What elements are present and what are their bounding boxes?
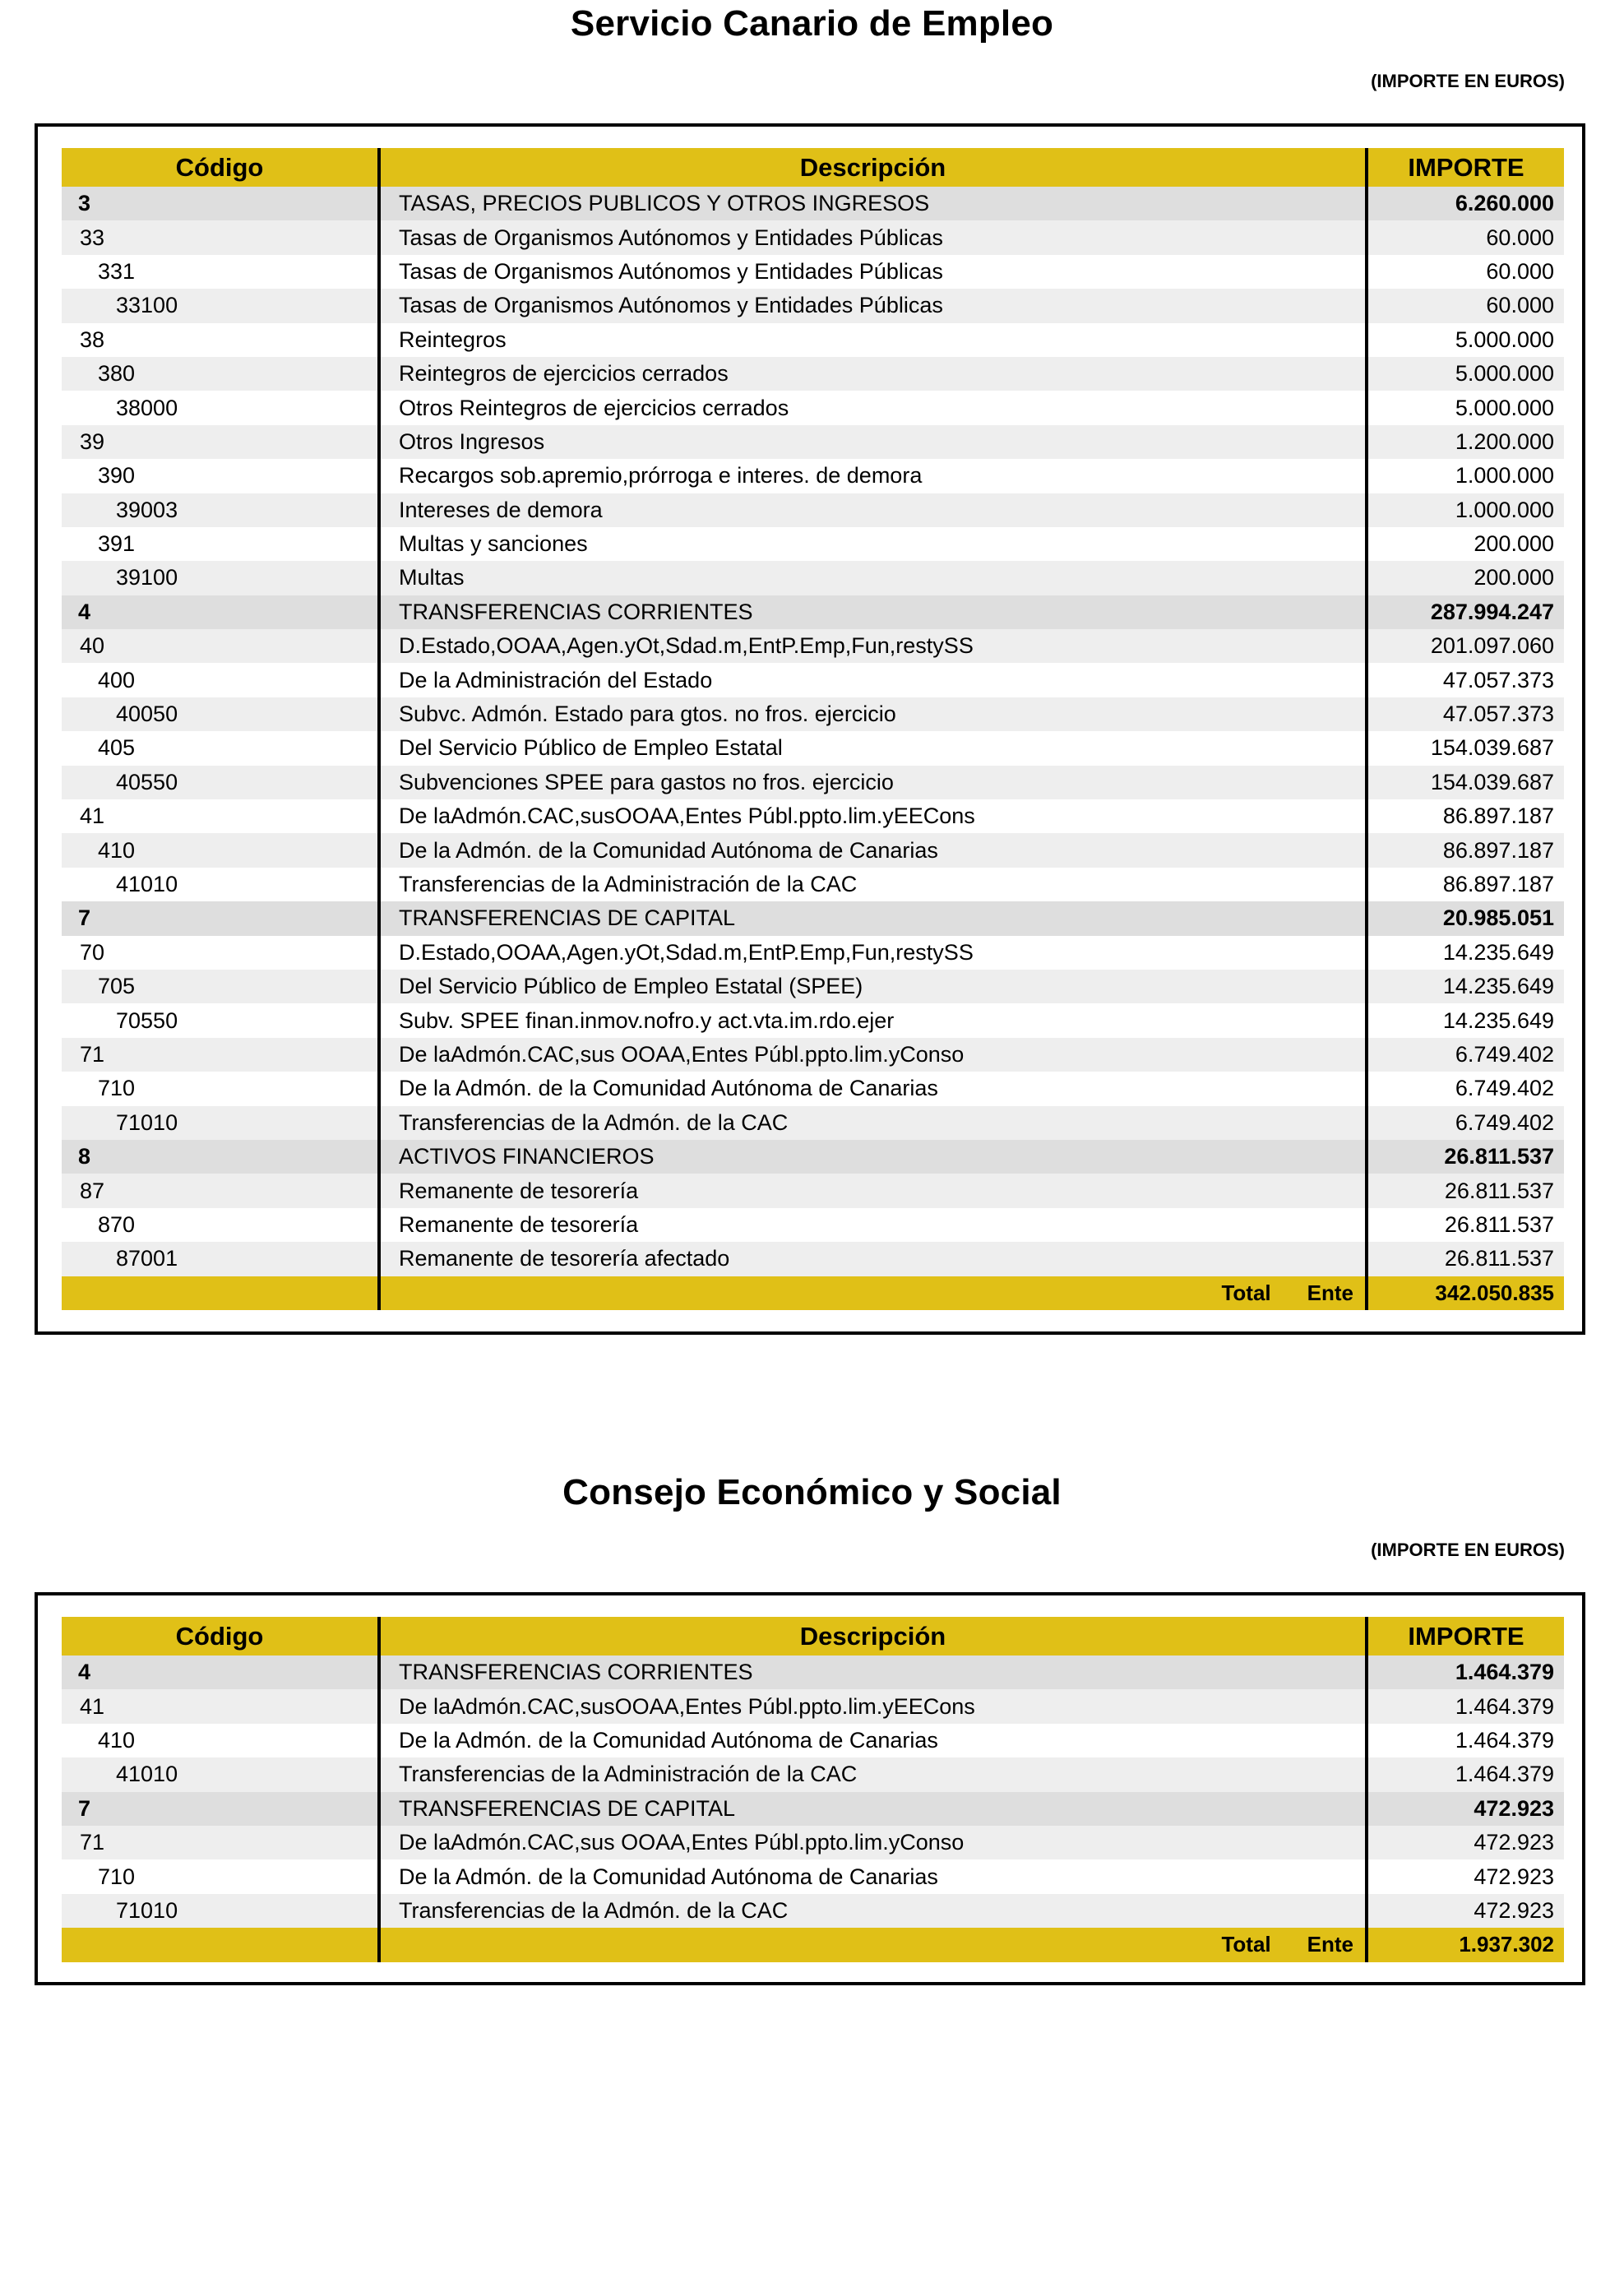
table-row [62, 731, 1564, 765]
row-description [377, 561, 1365, 595]
row-importe: 200.000 [1365, 527, 1564, 561]
table-header-row [62, 1617, 1564, 1656]
row-importe: 26.811.537 [1365, 1208, 1564, 1242]
row-code [62, 391, 377, 424]
row-importe: 472.923 [1365, 1859, 1564, 1893]
row-importe: 1.000.000 [1365, 493, 1564, 527]
row-code-text: 71 [80, 1041, 105, 1067]
row-description-text: TRANSFERENCIAS CORRIENTES [399, 1660, 753, 1685]
row-description-text: Transferencias de la Administración de la CAC [399, 872, 858, 896]
row-code-text: 71 [80, 1830, 105, 1855]
header-importe: IMPORTE [1365, 148, 1564, 187]
row-importe: 26.811.537 [1365, 1174, 1564, 1207]
row-code [62, 323, 377, 357]
row-code [62, 1003, 377, 1037]
unit-label: (IMPORTE EN EUROS) [1371, 71, 1565, 91]
row-code [62, 1689, 377, 1723]
row-importe: 5.000.000 [1365, 323, 1564, 357]
row-importe: 26.811.537 [1365, 1242, 1564, 1276]
total-label-ente: Ente [1307, 1280, 1353, 1305]
row-importe: 14.235.649 [1365, 936, 1564, 970]
row-description [377, 391, 1365, 424]
row-importe: 472.923 [1365, 1792, 1564, 1826]
row-description-text: D.Estado,OOAA,Agen.yOt,Sdad.m,EntP.Emp,Fun,restySS [399, 633, 974, 659]
row-importe: 6.749.402 [1365, 1038, 1564, 1072]
row-code [62, 901, 377, 935]
row-description-text: De la Admón. de la Comunidad Autónoma de Canarias [399, 1076, 938, 1101]
row-description [377, 901, 1365, 935]
row-description [377, 425, 1365, 459]
row-code [62, 1757, 377, 1791]
table-body [62, 187, 1564, 1276]
row-code [62, 1072, 377, 1105]
row-description [377, 1689, 1365, 1723]
row-code [62, 220, 377, 254]
table-row [62, 766, 1564, 799]
row-code [62, 731, 377, 765]
row-description [377, 833, 1365, 867]
table-row [62, 663, 1564, 697]
header-description: Descripción [377, 148, 1365, 187]
row-description-text: TRANSFERENCIAS CORRIENTES [399, 599, 753, 624]
unit-label: (IMPORTE EN EUROS) [1371, 1540, 1565, 1560]
row-code [62, 1826, 377, 1859]
section-title: Servicio Canario de Empleo [570, 3, 1054, 44]
table-row [62, 493, 1564, 527]
table-row [62, 1038, 1564, 1072]
row-description [377, 493, 1365, 527]
table-row [62, 1689, 1564, 1723]
row-description [377, 357, 1365, 391]
total-row [62, 1276, 1564, 1310]
row-description-text: De laAdmón.CAC,susOOAA,Entes Públ.ppto.lim.yEECons [399, 803, 975, 829]
table-frame [35, 1592, 1585, 1985]
header-code: Código [175, 152, 264, 182]
row-description [377, 255, 1365, 289]
row-code-text: 4 [78, 599, 91, 624]
row-description [377, 936, 1365, 970]
row-description-text: Reintegros [399, 326, 507, 352]
budget-table [62, 1617, 1564, 1962]
row-description-text: De laAdmón.CAC,sus OOAA,Entes Públ.ppto.lim.yConso [399, 1041, 965, 1067]
total-value: 342.050.835 [1365, 1276, 1564, 1310]
row-code-text: 33 [80, 225, 105, 250]
row-code-text: 380 [98, 361, 136, 387]
table-row [62, 936, 1564, 970]
row-code-text: 7 [78, 1795, 91, 1821]
table-row [62, 629, 1564, 663]
row-code [62, 561, 377, 595]
table-row [62, 833, 1564, 867]
total-label-total: Total [1221, 1280, 1271, 1305]
row-description-text: Transferencias de la Admón. de la CAC [399, 1109, 789, 1135]
row-description [377, 1140, 1365, 1174]
row-code [62, 1174, 377, 1207]
row-importe: 60.000 [1365, 289, 1564, 322]
row-importe: 86.897.187 [1365, 833, 1564, 867]
table-row [62, 1792, 1564, 1826]
row-code [62, 289, 377, 322]
table-row [62, 1724, 1564, 1757]
row-importe: 26.811.537 [1365, 1140, 1564, 1174]
row-code [62, 1106, 377, 1140]
row-description [377, 289, 1365, 322]
row-description-text: De la Admón. de la Comunidad Autónoma de Canarias [399, 1727, 938, 1753]
table-row [62, 1072, 1564, 1105]
row-description [377, 629, 1365, 663]
row-code-text: 870 [98, 1211, 136, 1237]
row-description [377, 766, 1365, 799]
row-description [377, 1757, 1365, 1791]
row-description-text: De laAdmón.CAC,sus OOAA,Entes Públ.ppto.lim.yConso [399, 1830, 965, 1855]
row-description [377, 323, 1365, 357]
row-code [62, 936, 377, 970]
row-importe: 60.000 [1365, 220, 1564, 254]
row-code [62, 357, 377, 391]
row-importe: 5.000.000 [1365, 391, 1564, 424]
row-description [377, 1859, 1365, 1893]
row-description-text: Intereses de demora [399, 497, 603, 522]
row-description [377, 970, 1365, 1003]
row-code-text: 405 [98, 735, 136, 761]
row-code-text: 331 [98, 258, 136, 284]
row-code-text: 400 [98, 667, 136, 692]
row-code-text: 40 [80, 633, 105, 659]
row-importe: 1.464.379 [1365, 1757, 1564, 1791]
table-row [62, 459, 1564, 493]
row-code-text: 40050 [116, 702, 178, 727]
row-description-text: De la Administración del Estado [399, 667, 713, 692]
row-importe: 14.235.649 [1365, 970, 1564, 1003]
header-code: Código [175, 1621, 264, 1651]
row-importe: 5.000.000 [1365, 357, 1564, 391]
table-row [62, 323, 1564, 357]
row-code-text: 4 [78, 1660, 91, 1685]
row-code [62, 970, 377, 1003]
row-description [377, 1656, 1365, 1689]
row-code-text: 39003 [116, 497, 178, 522]
row-importe: 60.000 [1365, 255, 1564, 289]
table-row [62, 289, 1564, 322]
row-code [62, 1038, 377, 1072]
row-code [62, 1242, 377, 1276]
row-description-text: Tasas de Organismos Autónomos y Entidades Públicas [399, 293, 943, 318]
row-code-text: 41 [80, 1693, 105, 1719]
table-row [62, 527, 1564, 561]
row-code-text: 71010 [116, 1897, 178, 1923]
row-code-text: 710 [98, 1864, 136, 1889]
row-description [377, 1826, 1365, 1859]
row-code-text: 410 [98, 1727, 136, 1753]
row-code-text: 87001 [116, 1246, 178, 1271]
row-code-text: 33100 [116, 293, 178, 318]
row-description-text: D.Estado,OOAA,Agen.yOt,Sdad.m,EntP.Emp,Fun,restySS [399, 939, 974, 965]
row-description [377, 1106, 1365, 1140]
row-code-text: 38000 [116, 395, 178, 420]
row-importe: 1.464.379 [1365, 1689, 1564, 1723]
row-importe: 472.923 [1365, 1894, 1564, 1928]
row-description-text: Multas y sanciones [399, 531, 588, 557]
row-code-text: 7 [78, 905, 91, 931]
table-row [62, 220, 1564, 254]
table-row [62, 1242, 1564, 1276]
row-description-text: Remanente de tesorería [399, 1178, 639, 1203]
row-code [62, 766, 377, 799]
row-importe: 1.200.000 [1365, 425, 1564, 459]
row-description-text: Del Servicio Público de Empleo Estatal (SPEE) [399, 974, 863, 999]
row-code [62, 527, 377, 561]
row-code [62, 1894, 377, 1928]
row-code-text: 87 [80, 1178, 105, 1203]
row-description-text: ACTIVOS FINANCIEROS [399, 1144, 655, 1169]
row-code-text: 710 [98, 1076, 136, 1101]
table-row [62, 187, 1564, 220]
row-code [62, 595, 377, 629]
row-code-text: 410 [98, 837, 136, 863]
row-description [377, 595, 1365, 629]
row-description [377, 459, 1365, 493]
row-code [62, 868, 377, 901]
row-code [62, 1656, 377, 1689]
row-description-text: Subvc. Admón. Estado para gtos. no fros. ejercicio [399, 702, 896, 727]
row-code-text: 38 [80, 326, 105, 352]
table-row [62, 1859, 1564, 1893]
row-code [62, 1859, 377, 1893]
row-importe: 20.985.051 [1365, 901, 1564, 935]
row-code-text: 390 [98, 463, 136, 489]
table-row [62, 868, 1564, 901]
row-code-text: 3 [78, 191, 91, 216]
row-importe: 154.039.687 [1365, 766, 1564, 799]
row-description-text: Remanente de tesorería afectado [399, 1246, 730, 1271]
table-row [62, 1174, 1564, 1207]
total-code-cell [62, 1276, 377, 1310]
total-label [377, 1928, 1365, 1961]
row-code-text: 70 [80, 939, 105, 965]
table-row [62, 1656, 1564, 1689]
row-importe: 1.000.000 [1365, 459, 1564, 493]
total-value: 1.937.302 [1365, 1928, 1564, 1961]
row-description-text: Otros Reintegros de ejercicios cerrados [399, 395, 789, 420]
row-description-text: Transferencias de la Administración de la CAC [399, 1762, 858, 1787]
table-row [62, 1894, 1564, 1928]
row-description [377, 1174, 1365, 1207]
section-title: Consejo Económico y Social [562, 1472, 1062, 1512]
row-importe: 472.923 [1365, 1826, 1564, 1859]
row-code [62, 663, 377, 697]
row-description-text: Reintegros de ejercicios cerrados [399, 361, 729, 387]
row-code [62, 255, 377, 289]
row-code [62, 459, 377, 493]
total-row [62, 1928, 1564, 1961]
table-frame [35, 123, 1585, 1335]
row-description-text: TRANSFERENCIAS DE CAPITAL [399, 1795, 736, 1821]
row-code-text: 40550 [116, 769, 178, 794]
row-description-text: TASAS, PRECIOS PUBLICOS Y OTROS INGRESOS [399, 191, 930, 216]
total-label [377, 1276, 1365, 1310]
total-code-cell [62, 1928, 377, 1961]
row-code-text: 41010 [116, 1762, 178, 1787]
row-description-text: TRANSFERENCIAS DE CAPITAL [399, 905, 736, 931]
table-row [62, 391, 1564, 424]
row-importe: 6.749.402 [1365, 1072, 1564, 1105]
row-description [377, 1208, 1365, 1242]
row-description [377, 1894, 1365, 1928]
row-code-text: 39 [80, 428, 105, 454]
row-code [62, 493, 377, 527]
row-description-text: De la Admón. de la Comunidad Autónoma de Canarias [399, 1864, 938, 1889]
row-description [377, 187, 1365, 220]
row-code-text: 391 [98, 531, 136, 557]
row-code [62, 1792, 377, 1826]
table-row [62, 1003, 1564, 1037]
row-importe: 6.260.000 [1365, 187, 1564, 220]
row-code-text: 70550 [116, 1007, 178, 1033]
row-code [62, 425, 377, 459]
table-row [62, 561, 1564, 595]
header-description: Descripción [377, 1617, 1365, 1656]
row-code-text: 705 [98, 974, 136, 999]
row-code-text: 41010 [116, 872, 178, 896]
table-row [62, 595, 1564, 629]
row-code [62, 1208, 377, 1242]
row-importe: 1.464.379 [1365, 1656, 1564, 1689]
row-importe: 1.464.379 [1365, 1724, 1564, 1757]
table-row [62, 1826, 1564, 1859]
table-row [62, 970, 1564, 1003]
row-code [62, 187, 377, 220]
table-row [62, 1757, 1564, 1791]
row-code [62, 629, 377, 663]
row-code [62, 1140, 377, 1174]
row-importe: 86.897.187 [1365, 799, 1564, 833]
header-importe: IMPORTE [1365, 1617, 1564, 1656]
row-code [62, 799, 377, 833]
row-description-text: Otros Ingresos [399, 428, 545, 454]
row-code-text: 39100 [116, 565, 178, 590]
table-row [62, 901, 1564, 935]
row-code [62, 697, 377, 731]
row-description-text: Remanente de tesorería [399, 1211, 639, 1237]
table-row [62, 1140, 1564, 1174]
row-importe: 287.994.247 [1365, 595, 1564, 629]
row-description-text: Tasas de Organismos Autónomos y Entidades Públicas [399, 258, 943, 284]
row-importe: 47.057.373 [1365, 697, 1564, 731]
row-description [377, 663, 1365, 697]
row-description [377, 1792, 1365, 1826]
row-description [377, 220, 1365, 254]
row-importe: 86.897.187 [1365, 868, 1564, 901]
row-description [377, 1038, 1365, 1072]
row-importe: 200.000 [1365, 561, 1564, 595]
total-label-total: Total [1221, 1932, 1271, 1957]
row-importe: 14.235.649 [1365, 1003, 1564, 1037]
row-description [377, 697, 1365, 731]
row-description [377, 527, 1365, 561]
row-description [377, 868, 1365, 901]
row-description-text: Recargos sob.apremio,prórroga e interes. de demora [399, 463, 923, 489]
row-description [377, 1003, 1365, 1037]
table-header-row [62, 148, 1564, 187]
row-code-text: 71010 [116, 1109, 178, 1135]
row-description-text: Subv. SPEE finan.inmov.nofro.y act.vta.im.rdo.ejer [399, 1007, 895, 1033]
table-row [62, 425, 1564, 459]
row-code-text: 8 [78, 1144, 91, 1169]
row-description [377, 799, 1365, 833]
row-description [377, 1724, 1365, 1757]
row-description-text: Tasas de Organismos Autónomos y Entidades Públicas [399, 225, 943, 250]
table-row [62, 1208, 1564, 1242]
row-description-text: Subvenciones SPEE para gastos no fros. ejercicio [399, 769, 894, 794]
table-body [62, 1656, 1564, 1928]
row-importe: 201.097.060 [1365, 629, 1564, 663]
row-description [377, 731, 1365, 765]
row-description-text: Del Servicio Público de Empleo Estatal [399, 735, 783, 761]
total-label-ente: Ente [1307, 1932, 1353, 1957]
row-code [62, 833, 377, 867]
table-row [62, 255, 1564, 289]
row-description [377, 1072, 1365, 1105]
row-description [377, 1242, 1365, 1276]
table-row [62, 357, 1564, 391]
row-importe: 154.039.687 [1365, 731, 1564, 765]
row-description-text: De laAdmón.CAC,susOOAA,Entes Públ.ppto.lim.yEECons [399, 1693, 975, 1719]
row-code-text: 41 [80, 803, 105, 829]
budget-table [62, 148, 1564, 1310]
row-importe: 6.749.402 [1365, 1106, 1564, 1140]
row-description-text: De la Admón. de la Comunidad Autónoma de Canarias [399, 837, 938, 863]
table-row [62, 799, 1564, 833]
table-row [62, 697, 1564, 731]
table-row [62, 1106, 1564, 1140]
row-description-text: Multas [399, 565, 465, 590]
row-code [62, 1724, 377, 1757]
row-description-text: Transferencias de la Admón. de la CAC [399, 1897, 789, 1923]
row-importe: 47.057.373 [1365, 663, 1564, 697]
